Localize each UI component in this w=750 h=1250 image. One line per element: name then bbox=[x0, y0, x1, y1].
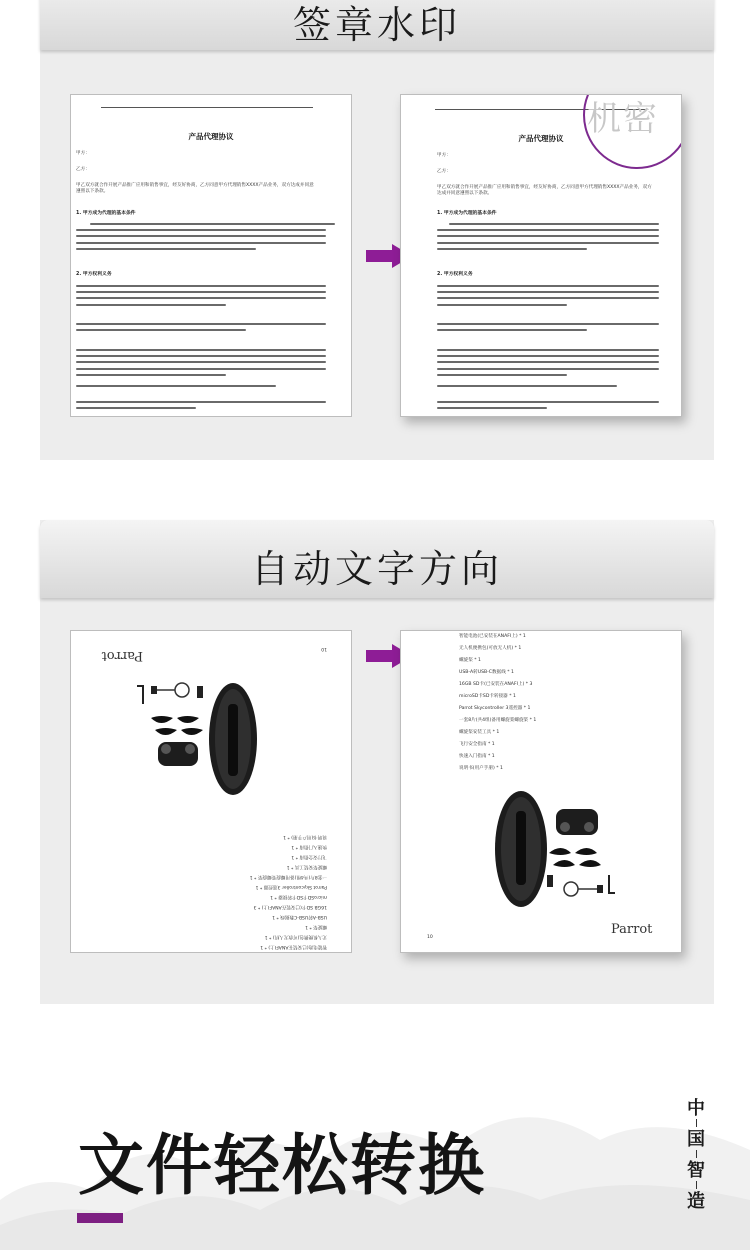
list-item: 飞行安全指南 * 1 bbox=[459, 742, 495, 747]
watermark-text: 机密 bbox=[587, 99, 659, 139]
vertical-char: 造 bbox=[687, 1191, 705, 1212]
list-item: 螺旋桨安装工具 * 1 bbox=[286, 864, 327, 869]
paragraph bbox=[76, 285, 326, 310]
list-item: 说明书(用户手册) * 1 bbox=[283, 834, 327, 839]
list-item: USB-A转USB-C数据线 * 1 bbox=[272, 914, 327, 919]
brand-logo: Parrot bbox=[101, 648, 143, 663]
intro-text: 甲乙双方就合作开展产品推广应用和销售事宜，经友好协商，乙方同意甲方代理销售XXXX产品业务，双方达成并同意遵照以下条款。 bbox=[437, 185, 652, 197]
paragraph bbox=[76, 401, 326, 413]
list-item: 智能电池(已安装在ANAFI上) * 1 bbox=[459, 634, 526, 639]
list-item: 快速入门指南 * 1 bbox=[291, 844, 327, 849]
page-number: 10 bbox=[427, 935, 433, 940]
vertical-char: 中 bbox=[687, 1098, 705, 1119]
party-b-label: 乙方： bbox=[76, 167, 90, 172]
list-item: USB-A转USB-C数据线 * 1 bbox=[459, 670, 514, 675]
clause-heading-2: 2. 甲方权利义务 bbox=[76, 272, 112, 277]
list-item: 智能电池(已安装在ANAFI上) * 1 bbox=[260, 944, 327, 949]
paragraph bbox=[437, 223, 659, 254]
paragraph bbox=[437, 349, 659, 380]
paragraph bbox=[437, 401, 659, 413]
accent-bar bbox=[77, 1213, 123, 1223]
doc-title: 产品代理协议 bbox=[188, 132, 234, 141]
vertical-char: 国 bbox=[687, 1129, 705, 1150]
clause-heading-1: 1. 甲方成为代理的基本条件 bbox=[76, 211, 136, 216]
vertical-char: 智 bbox=[687, 1160, 705, 1181]
doc-title: 产品代理协议 bbox=[518, 134, 564, 143]
product-illustration bbox=[71, 631, 352, 953]
list-item: 快速入门指南 * 1 bbox=[459, 754, 495, 759]
paragraph bbox=[76, 385, 326, 391]
list-item: 无人机便携包(可放无人机) * 1 bbox=[459, 646, 522, 651]
document-original bbox=[70, 94, 352, 417]
list-item: 16GB SD卡(已安装在ANAFI上) * 3 bbox=[253, 904, 327, 909]
paragraph bbox=[76, 323, 326, 335]
list-item: Parrot Skycontroller 3遥控器 * 1 bbox=[459, 706, 531, 711]
paragraph bbox=[76, 223, 326, 254]
section-signature-watermark bbox=[40, 0, 714, 460]
paragraph bbox=[437, 323, 659, 335]
list-item: 螺旋桨 * 1 bbox=[459, 658, 481, 663]
page-number: 10 bbox=[321, 646, 327, 651]
document-watermarked bbox=[400, 94, 682, 417]
list-item: 螺旋桨 * 1 bbox=[305, 924, 327, 929]
clause-heading-2: 2. 甲方权利义务 bbox=[437, 272, 473, 277]
paragraph bbox=[76, 349, 326, 380]
brand-logo: Parrot bbox=[611, 922, 653, 937]
list-item: microSD卡SD卡转接器 * 1 bbox=[459, 694, 516, 699]
party-b-label: 乙方： bbox=[437, 169, 451, 174]
clause-heading-1: 1. 甲方成为代理的基本条件 bbox=[437, 211, 497, 216]
intro-text: 甲乙双方就合作开展产品推广应用和销售事宜，经友好协商，乙方同意甲方代理销售XXXX产品业务，双方达成并同意遵照以下条款。 bbox=[76, 183, 314, 195]
section-title: 签章水印 bbox=[292, 3, 461, 47]
section-title: 自动文字方向 bbox=[250, 547, 503, 591]
list-item: 说明书(用户手册) * 1 bbox=[459, 766, 503, 771]
section-auto-text-direction bbox=[40, 520, 714, 1004]
paragraph bbox=[437, 285, 659, 310]
list-item: 螺旋桨安装工具 * 1 bbox=[459, 730, 500, 735]
list-item: 一套8片(共4组)备用螺旋桨螺旋桨 * 1 bbox=[249, 874, 327, 879]
document-corrected bbox=[400, 630, 682, 953]
party-a-label: 甲方： bbox=[437, 153, 451, 158]
document-rotated bbox=[70, 630, 352, 953]
main-title: 文件轻松转换 bbox=[78, 1127, 486, 1204]
list-item: microSD卡SD卡转接器 * 1 bbox=[270, 894, 327, 899]
list-item: 16GB SD卡(已安装在ANAFI上) * 3 bbox=[459, 682, 533, 687]
party-a-label: 甲方： bbox=[76, 151, 90, 156]
vertical-slogan bbox=[683, 1098, 709, 1212]
list-item: Parrot Skycontroller 3遥控器 * 1 bbox=[255, 884, 327, 889]
product-illustration bbox=[401, 631, 682, 953]
list-item: 一套8片(共4组)备用螺旋桨螺旋桨 * 1 bbox=[459, 718, 537, 723]
list-item: 无人机便携包(可放无人机) * 1 bbox=[264, 934, 327, 939]
list-item: 飞行安全指南 * 1 bbox=[291, 854, 327, 859]
paragraph bbox=[437, 385, 659, 391]
